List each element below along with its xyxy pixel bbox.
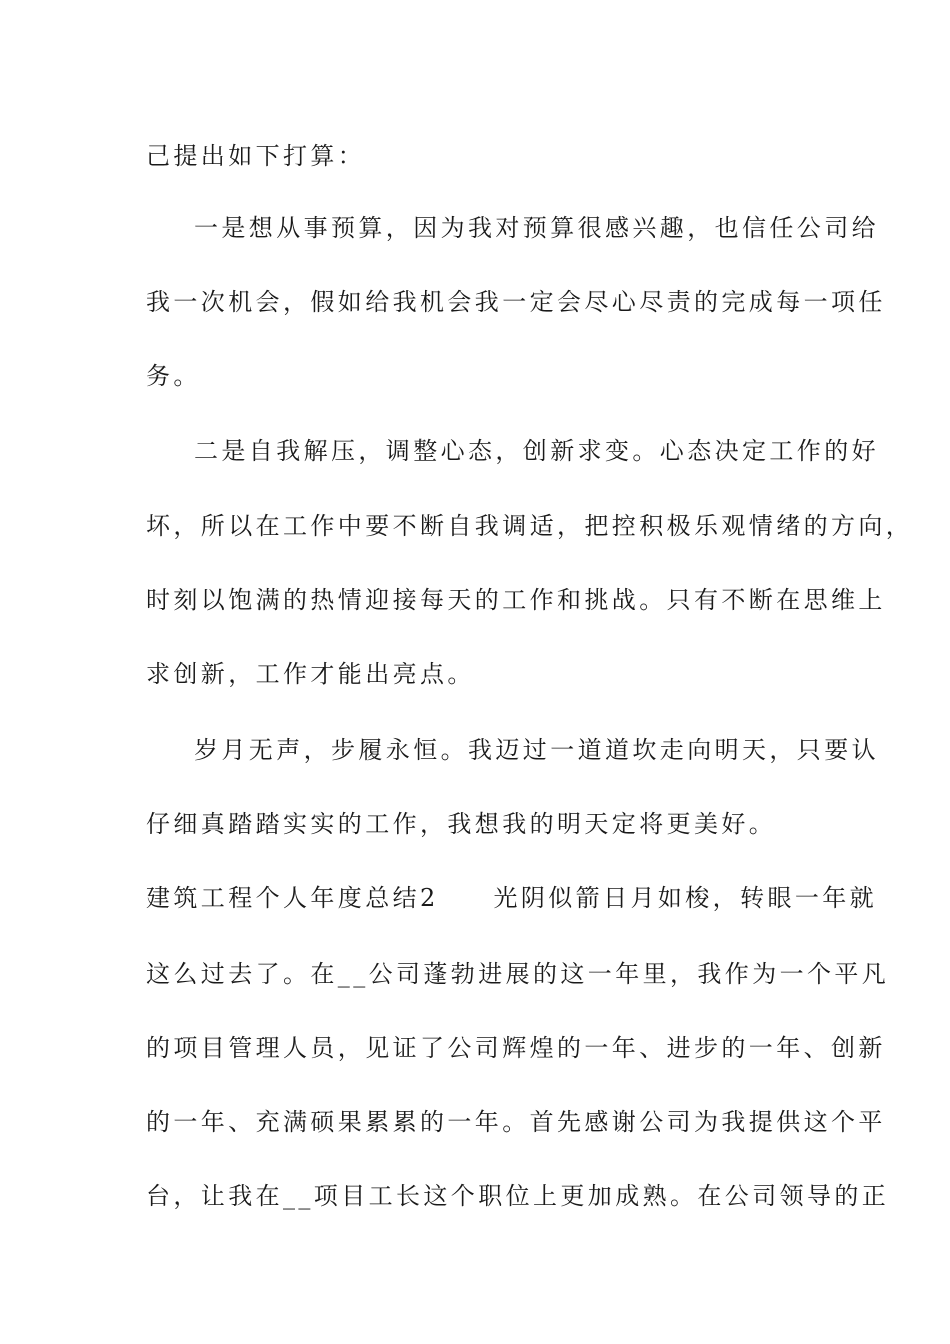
text-line: 的项目管理人员，见证了公司辉煌的一年、进步的一年、创新 [146, 1034, 886, 1062]
text-line: 时刻以饱满的热情迎接每天的工作和挑战。只有不断在思维上 [146, 586, 886, 614]
text-line: 台，让我在__项目工长这个职位上更加成熟。在公司领导的正 [146, 1182, 890, 1210]
text-line: 这么过去了。在__公司蓬勃进展的这一年里，我作为一个平凡 [146, 960, 890, 988]
text-line: 的一年、充满硕果累累的一年。首先感谢公司为我提供这个平 [146, 1108, 886, 1136]
text-line: 我一次机会，假如给我机会我一定会尽心尽责的完成每一项任 [146, 288, 886, 316]
text-line: 仔细真踏踏实实的工作，我想我的明天定将更美好。 [146, 810, 777, 838]
text-line: 岁月无声，步履永恒。我迈过一道道坎走向明天，只要认 [194, 736, 879, 764]
text-line: 二是自我解压，调整心态，创新求变。心态决定工作的好 [194, 437, 879, 465]
section-heading-line: 建筑工程个人年度总结2 光阴似箭日月如梭，转眼一年就 [146, 884, 878, 912]
text-line: 己提出如下打算： [146, 142, 366, 170]
text-line: 务。 [146, 362, 201, 390]
text-line: 坏，所以在工作中要不断自我调适，把控积极乐观情绪的方向， [146, 512, 914, 540]
text-line: 求创新，工作才能出亮点。 [146, 660, 475, 688]
text-line: 一是想从事预算，因为我对预算很感兴趣，也信任公司给 [194, 214, 879, 242]
